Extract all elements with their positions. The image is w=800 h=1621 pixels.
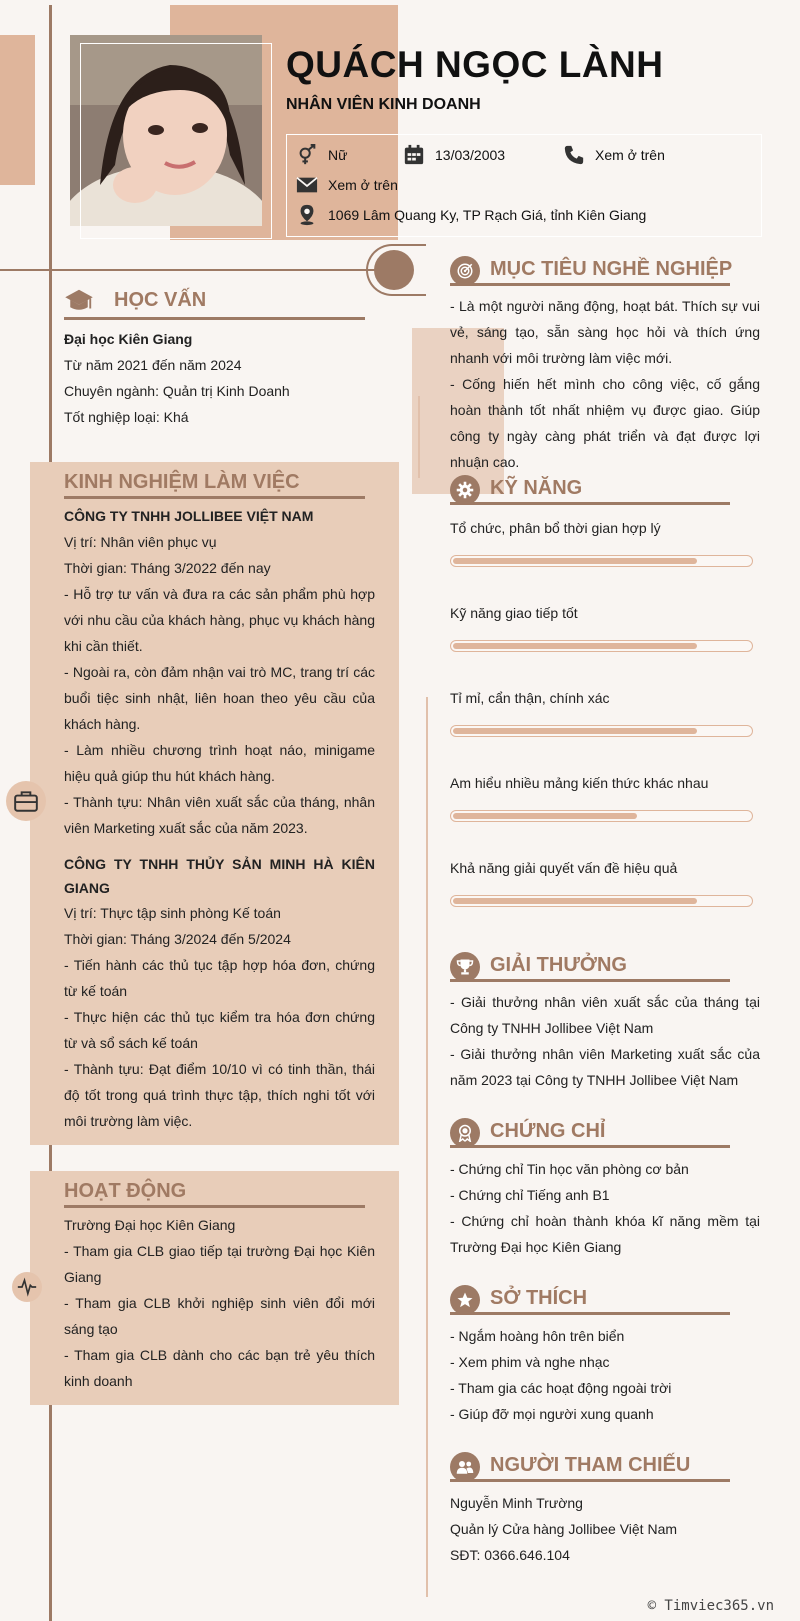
skill-bar-fill xyxy=(453,558,697,564)
skill-label: Am hiểu nhiều mảng kiến thức khác nhau xyxy=(450,775,709,791)
skill-label: Khả năng giải quyết vấn đề hiệu quả xyxy=(450,860,678,876)
experience-side-icon xyxy=(6,781,46,821)
references-icon-wrap xyxy=(450,1452,480,1482)
certificates-title: CHỨNG CHỈ xyxy=(490,1120,606,1142)
objective-line: - Cống hiến hết mình cho công việc, cố gắng hoàn thành tốt nhất nhiệm vụ được giao. Giúp công ty ngày càng phát triển và đạt được lợi nhuận cao. xyxy=(450,376,760,470)
education-icon-wrap xyxy=(64,286,94,316)
job-line: - Làm nhiều chương trình hoạt náo, minigame hiệu quả giúp thu hút khách hàng. xyxy=(64,742,375,784)
reference-line: Nguyễn Minh Trường xyxy=(450,1495,583,1511)
references-underline xyxy=(450,1479,730,1482)
email-icon xyxy=(296,174,318,196)
gender-icon xyxy=(296,144,318,166)
dob-value: 13/03/2003 xyxy=(435,147,506,163)
skill-bar xyxy=(450,640,753,652)
hobby-line: - Giúp đỡ mọi người xung quanh xyxy=(450,1406,654,1422)
activities-underline xyxy=(64,1205,365,1208)
job-line: - Thành tựu: Nhân viên xuất sắc của tháng, nhân viên Marketing xuất sắc của năm 2023. xyxy=(64,794,375,836)
certificate-line: - Chứng chỉ hoàn thành khóa kĩ năng mềm tại Trường Đại học Kiên Giang xyxy=(450,1213,760,1255)
experience-job-1 xyxy=(64,503,375,841)
job-line: - Hỗ trợ tư vấn và đưa ra các sản phẩm phù hợp với nhu cầu của khách hàng, phục vụ khách hàng khi cần thiết. xyxy=(64,586,375,654)
skill-bar-fill xyxy=(453,813,637,819)
trophy-icon xyxy=(456,958,474,976)
gender-info xyxy=(296,144,347,166)
certificate-line: - Chứng chỉ Tin học văn phòng cơ bản xyxy=(450,1161,689,1177)
deco-circle-dot xyxy=(374,250,414,290)
medal-icon xyxy=(456,1124,474,1142)
email-info xyxy=(296,174,398,196)
hobbies-underline xyxy=(450,1312,730,1315)
activity-line: - Tham gia CLB giao tiếp tại trường Đại học Kiên Giang xyxy=(64,1243,375,1285)
objective-title: MỤC TIÊU NGHỀ NGHIỆP xyxy=(490,258,733,280)
hobbies-title: SỞ THÍCH xyxy=(490,1287,588,1309)
skills-icon-wrap xyxy=(450,475,480,505)
job-line: Thời gian: Tháng 3/2022 đến nay xyxy=(64,560,271,576)
users-icon xyxy=(456,1458,474,1476)
pulse-icon xyxy=(17,1277,37,1297)
awards-icon-wrap xyxy=(450,952,480,982)
timeline-right-line xyxy=(426,697,428,1597)
award-line: - Giải thưởng nhân viên xuất sắc của tháng tại Công ty TNHH Jollibee Việt Nam xyxy=(450,994,760,1036)
job-company: CÔNG TY TNHH JOLLIBEE VIỆT NAM xyxy=(64,508,314,524)
target-icon xyxy=(456,262,474,280)
reference-line: SĐT: 0366.646.104 xyxy=(450,1547,570,1563)
footer-watermark: © Timviec365.vn xyxy=(647,1598,774,1614)
email-value: Xem ở trên xyxy=(328,177,398,193)
gender-value: Nữ xyxy=(328,147,348,163)
skill-bar xyxy=(450,810,753,822)
activities-side-icon xyxy=(12,1272,42,1302)
objective-line: - Là một người năng động, hoạt bát. Thích sự vui vẻ, sáng tạo, sẵn sàng học hỏi và thích ứng nhanh với môi trường làm việc mới. xyxy=(450,298,760,366)
phone-value: Xem ở trên xyxy=(595,147,665,163)
certificates-content xyxy=(450,1156,760,1260)
skill-bar-fill xyxy=(453,728,697,734)
skill-bar-fill xyxy=(453,898,697,904)
job-line: - Thành tựu: Đạt điểm 10/10 vì có tinh thần, thái độ tốt trong quá trình thực tập, thích nghi tốt với môi trường làm việc. xyxy=(64,1061,375,1129)
briefcase-icon xyxy=(13,788,39,814)
skill-bar-fill xyxy=(453,643,697,649)
education-school: Đại học Kiên Giang xyxy=(64,331,193,347)
gear-icon xyxy=(456,481,474,499)
experience-title: KINH NGHIỆM LÀM VIỆC xyxy=(64,471,300,493)
photo-frame xyxy=(80,43,272,239)
skill-label: Tỉ mỉ, cẩn thận, chính xác xyxy=(450,690,610,706)
references-title: NGƯỜI THAM CHIẾU xyxy=(490,1454,691,1476)
skill-label: Tổ chức, phân bổ thời gian hợp lý xyxy=(450,520,661,536)
education-line: Chuyên ngành: Quản trị Kinh Doanh xyxy=(64,383,290,399)
phone-icon xyxy=(563,144,585,166)
activity-line: - Tham gia CLB khởi nghiệp sinh viên đổi mới sáng tạo xyxy=(64,1295,375,1337)
job-line: - Ngoài ra, còn đảm nhận vai trò MC, trang trí các buổi tiệc sinh nhật, liên hoan theo yêu cầu của khách hàng. xyxy=(64,664,375,732)
dob-info xyxy=(403,144,505,166)
skills-underline xyxy=(450,502,730,505)
certificate-line: - Chứng chỉ Tiếng anh B1 xyxy=(450,1187,610,1203)
education-title: HỌC VẤN xyxy=(114,289,207,311)
address-info xyxy=(296,204,646,226)
deco-left-block xyxy=(0,35,35,185)
header-divider-line xyxy=(0,269,400,271)
calendar-icon xyxy=(403,144,425,166)
activity-line: Trường Đại học Kiên Giang xyxy=(64,1217,236,1233)
experience-job-2 xyxy=(64,852,375,1134)
location-pin-icon xyxy=(296,204,318,226)
hobby-line: - Tham gia các hoạt động ngoài trời xyxy=(450,1380,672,1396)
skill-bar xyxy=(450,725,753,737)
awards-underline xyxy=(450,979,730,982)
graduation-cap-icon xyxy=(64,284,94,318)
job-line: - Thực hiện các thủ tục kiểm tra hóa đơn chứng từ và sổ sách kế toán xyxy=(64,1009,375,1051)
references-content xyxy=(450,1490,760,1568)
timeline-right-line-top xyxy=(418,396,420,478)
skill-label: Kỹ năng giao tiếp tốt xyxy=(450,605,578,621)
star-icon xyxy=(456,1291,474,1309)
education-line: Từ năm 2021 đến năm 2024 xyxy=(64,357,242,373)
certificates-icon-wrap xyxy=(450,1118,480,1148)
phone-info xyxy=(563,144,665,166)
education-line: Tốt nghiệp loại: Khá xyxy=(64,409,189,425)
skill-bar xyxy=(450,555,753,567)
education-underline xyxy=(64,317,365,320)
candidate-role: NHÂN VIÊN KINH DOANH xyxy=(286,96,481,113)
job-line: Thời gian: Tháng 3/2024 đến 5/2024 xyxy=(64,931,291,947)
job-line: Vị trí: Nhân viên phục vụ xyxy=(64,534,217,550)
objective-underline xyxy=(450,283,730,286)
experience-underline xyxy=(64,496,365,499)
job-line: Vị trí: Thực tập sinh phòng Kế toán xyxy=(64,905,281,921)
awards-content xyxy=(450,989,760,1093)
hobbies-content xyxy=(450,1323,760,1427)
award-line: - Giải thưởng nhân viên Marketing xuất sắc của năm 2023 tại Công ty TNHH Jollibee Việt Nam xyxy=(450,1046,760,1088)
hobby-line: - Ngắm hoàng hôn trên biển xyxy=(450,1328,625,1344)
activities-content xyxy=(64,1212,375,1394)
address-value: 1069 Lâm Quang Ky, TP Rạch Giá, tỉnh Kiên Giang xyxy=(328,207,647,223)
education-content xyxy=(64,326,374,430)
activity-line: - Tham gia CLB dành cho các bạn trẻ yêu thích kinh doanh xyxy=(64,1347,375,1389)
job-line: - Tiến hành các thủ tục tập hợp hóa đơn, chứng từ kế toán xyxy=(64,957,375,999)
activities-title: HOẠT ĐỘNG xyxy=(64,1180,187,1202)
candidate-name: QUÁCH NGỌC LÀNH xyxy=(286,44,664,85)
skills-title: KỸ NĂNG xyxy=(490,477,583,499)
job-company: CÔNG TY TNHH THỦY SẢN MINH HÀ KIÊN GIANG xyxy=(64,856,375,896)
skill-bar xyxy=(450,895,753,907)
hobbies-icon-wrap xyxy=(450,1285,480,1315)
objective-content xyxy=(450,293,760,475)
objective-icon-wrap xyxy=(450,256,480,286)
awards-title: GIẢI THƯỞNG xyxy=(490,954,627,976)
hobby-line: - Xem phim và nghe nhạc xyxy=(450,1354,610,1370)
reference-line: Quản lý Cửa hàng Jollibee Việt Nam xyxy=(450,1521,678,1537)
certificates-underline xyxy=(450,1145,730,1148)
